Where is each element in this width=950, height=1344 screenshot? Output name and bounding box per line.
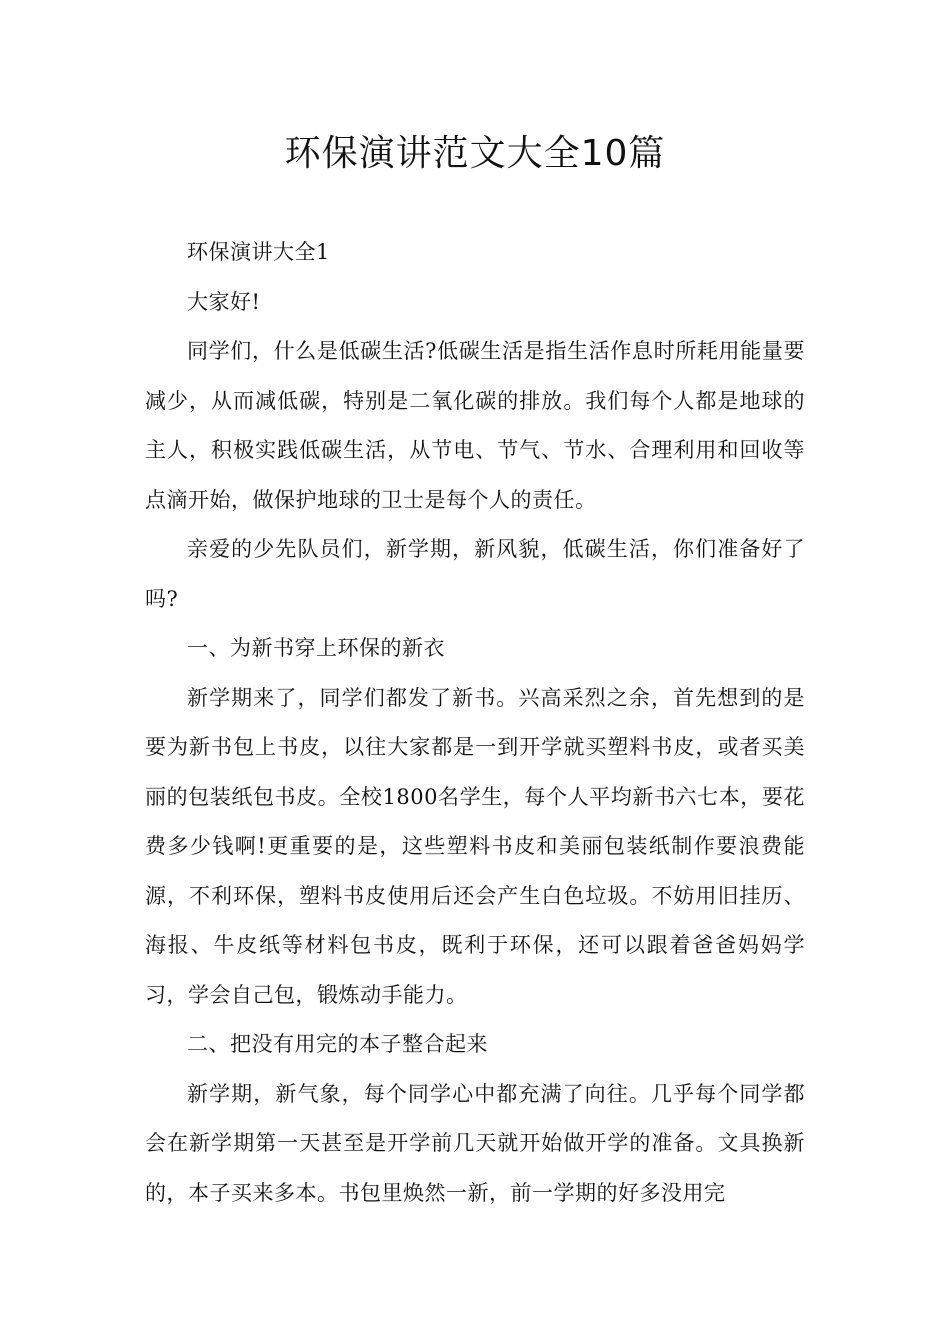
document-title: 环保演讲范文大全10篇 xyxy=(284,133,666,174)
body-paragraph: 新学期来了，同学们都发了新书。兴高采烈之余，首先想到的是要为新书包上书皮，以往大家都是一到开学就买塑料书皮，或者买美丽的包装纸包书皮。全校1800名学生，每个人平均新书六七本，要花费多少钱啊!更重要的是，这些塑料书皮和美丽包装纸制作要浪费能源，不利环保，塑料书皮使用后还会产生白色垃圾。不妨用旧挂历、海报、牛皮纸等材料包书皮，既利于环保，还可以跟着爸爸妈妈学习，学会自己包，锻炼动手能力。 xyxy=(145,685,805,1007)
body-paragraph: 亲爱的少先队员们，新学期，新风貌，低碳生活，你们准备好了吗? xyxy=(145,537,805,611)
body-paragraph: 同学们，什么是低碳生活?低碳生活是指生活作息时所耗用能量要减少，从而减低碳，特别是二氧化碳的排放。我们每个人都是地球的主人，积极实践低碳生活，从节电、节气、节水、合理利用和回收等点滴开始，做保护地球的卫士是每个人的责任。 xyxy=(145,339,805,512)
body-paragraph: 新学期，新气象，每个同学心中都充满了向往。几乎每个同学都会在新学期第一天甚至是开学前几天就开始做开学的准备。文具换新的，本子买来多本。书包里焕然一新，前一学期的好多没用完 xyxy=(145,1081,805,1205)
subheading-paragraph: 一、为新书穿上环保的新衣 xyxy=(187,636,445,660)
document-body xyxy=(145,228,805,1218)
subheading-paragraph: 二、把没有用完的本子整合起来 xyxy=(187,1032,488,1056)
section-heading: 环保演讲大全1 xyxy=(187,240,330,264)
greeting-paragraph: 大家好! xyxy=(187,289,261,314)
